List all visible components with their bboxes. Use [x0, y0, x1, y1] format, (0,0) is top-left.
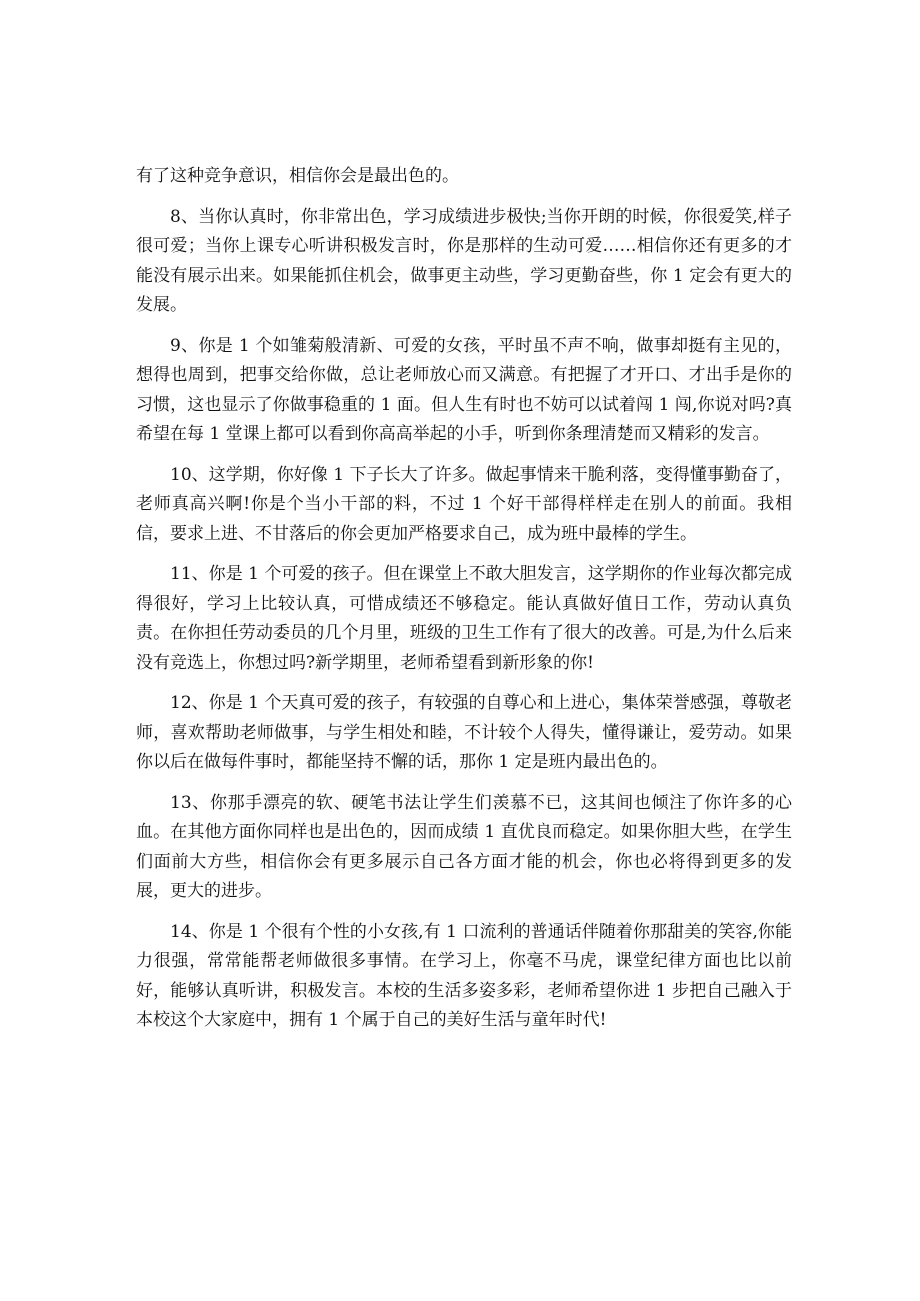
paragraph-comment-11: 11、你是 1 个可爱的孩子。但在课堂上不敢大胆发言，这学期你的作业每次都完成得很好，学习上比较认真，可惜成绩还不够稳定。能认真做好值日工作，劳动认真负责。在你担任劳动委员的几个月里，班级的卫生工作有了很大的改善。可是,为什么后来没有竞选上，你想过吗?新学期里，老师希望看到新形象的你!: [136, 564, 792, 673]
paragraph-comment-14: 14、你是 1 个很有个性的小女孩,有 1 口流利的普通话伴随着你那甜美的笑容,你能力很强，常常能帮老师做很多事情。在学习上，你毫不马虎，课堂纪律方面也比以前好，能够认真听讲，积极发言。本校的生活多姿多彩，老师希望你进 1 步把自己融入于本校这个大家庭中，拥有 1 个属于自己的美好生活与童年时代!: [136, 921, 792, 1030]
paragraph-comment-9: 9、你是 1 个如雏菊般清新、可爱的女孩，平时虽不声不响，做事却挺有主见的，想得也周到，把事交给你做，总让老师放心而又满意。有把握了才开口、才出手是你的习惯，这也显示了你做事稳重的 1 面。但人生有时也不妨可以试着闯 1 闯,你说对吗?真希望在每 1 堂课上都可以看到你高高举起的小手，听到你条理清楚而又精彩的发言。: [136, 335, 792, 444]
paragraph-comment-12: 12、你是 1 个天真可爱的孩子，有较强的自尊心和上进心，集体荣誉感强，尊敬老师，喜欢帮助老师做事，与学生相处和睦，不计较个人得失，懂得谦让，爱劳动。如果你以后在做每件事时，都能坚持不懈的话，那你 1 定是班内最出色的。: [136, 693, 792, 772]
paragraph-comment-10: 10、这学期，你好像 1 下子长大了许多。做起事情来干脆利落，变得懂事勤奋了，老师真高兴啊!你是个当小干部的料，不过 1 个好干部得样样走在别人的前面。我相信，要求上进、不甘落后的你会更加严格要求自己，成为班中最棒的学生。: [136, 464, 792, 544]
paragraph-comment-13: 13、你那手漂亮的软、硬笔书法让学生们羡慕不已，这其间也倾注了你许多的心血。在其他方面你同样也是出色的，因而成绩 1 直优良而稳定。如果你胆大些，在学生们面前大方些，相信你会有更多展示自己各方面才能的机会，你也必将得到更多的发展，更大的进步。: [136, 792, 792, 901]
paragraph-continuation: 有了这种竞争意识，相信你会是最出色的。: [136, 166, 459, 186]
document-body: [136, 162, 792, 1047]
paragraph-comment-8: 8、当你认真时，你非常出色，学习成绩进步极快;当你开朗的时候，你很爱笑,样子很可爱；当你上课专心听讲积极发言时，你是那样的生动可爱……相信你还有更多的才能没有展示出来。如果能抓住机会，做事更主动些，学习更勤奋些，你 1 定会有更大的发展。: [136, 206, 792, 315]
